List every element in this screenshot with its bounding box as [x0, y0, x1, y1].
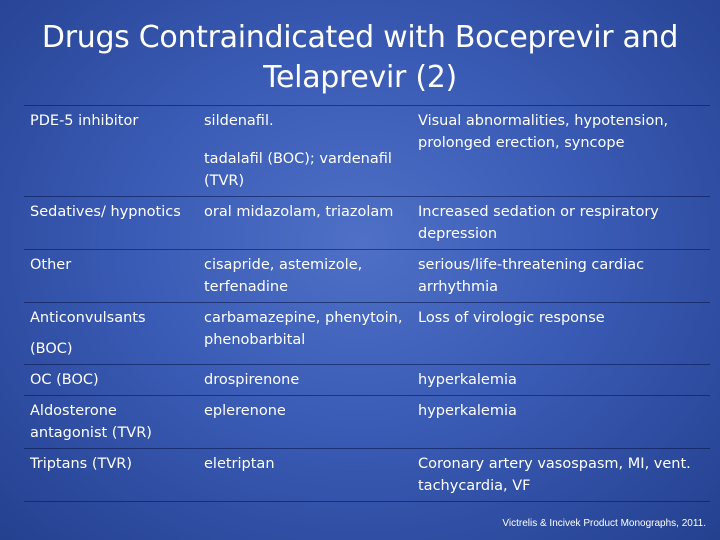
- category-text: Other: [30, 257, 72, 273]
- drug-text: cisapride, astemizole, terfenadine: [204, 257, 363, 295]
- drug-cell: [198, 396, 412, 449]
- table-row: [24, 303, 710, 365]
- drug-cell: [198, 250, 412, 303]
- drug-text: oral midazolam, triazolam: [204, 204, 394, 220]
- category-cell: [24, 106, 198, 197]
- drug-cell: [198, 197, 412, 250]
- effect-cell: [412, 449, 710, 502]
- drug-cell: [198, 106, 412, 197]
- effect-text: serious/life-threatening cardiac arrhythmia: [418, 257, 645, 295]
- category-cell: [24, 197, 198, 250]
- contraindication-table: [24, 105, 710, 502]
- category-cell: [24, 250, 198, 303]
- effect-text: Coronary artery vasospasm, MI, vent. tachycardia, VF: [418, 456, 691, 494]
- effect-text: hyperkalemia: [418, 372, 517, 388]
- category-text: Sedatives/ hypnotics: [30, 204, 181, 220]
- category-text: Anticonvulsants: [30, 310, 146, 326]
- category-cell: [24, 449, 198, 502]
- table-row: [24, 449, 710, 502]
- drug-cell: [198, 449, 412, 502]
- table-row: [24, 396, 710, 449]
- drug-text: eplerenone: [204, 403, 286, 419]
- slide-title-line-1: Drugs Contraindicated with Boceprevir and: [41, 20, 679, 55]
- category-text: Aldosterone antagonist (TVR): [30, 403, 152, 441]
- effect-cell: [412, 396, 710, 449]
- source-citation: Victrelis & Incivek Product Monographs, 2011.: [502, 518, 706, 529]
- effect-text: Increased sedation or respiratory depression: [418, 204, 659, 242]
- category-text: PDE-5 inhibitor: [30, 113, 139, 129]
- drug-extra-text: tadalafil (BOC); vardenafil (TVR): [204, 151, 392, 189]
- drug-text: drospirenone: [204, 372, 300, 388]
- effect-cell: [412, 365, 710, 396]
- table-row: [24, 106, 710, 197]
- drug-cell: [198, 365, 412, 396]
- effect-cell: [412, 250, 710, 303]
- drug-text: sildenafil.: [204, 113, 274, 129]
- drug-text: carbamazepine, phenytoin, phenobarbital: [204, 310, 403, 348]
- category-text: OC (BOC): [30, 372, 99, 388]
- category-extra-text: (BOC): [30, 341, 73, 357]
- category-text: Triptans (TVR): [30, 456, 133, 472]
- table-row: [24, 365, 710, 396]
- category-cell: [24, 303, 198, 365]
- effect-cell: [412, 303, 710, 365]
- category-cell: [24, 396, 198, 449]
- table-row: [24, 250, 710, 303]
- effect-text: Loss of virologic response: [418, 310, 605, 326]
- effect-text: hyperkalemia: [418, 403, 517, 419]
- drug-cell: [198, 303, 412, 365]
- table-row: [24, 197, 710, 250]
- effect-text: Visual abnormalities, hypotension, prolonged erection, syncope: [418, 113, 669, 151]
- effect-cell: [412, 197, 710, 250]
- category-cell: [24, 365, 198, 396]
- drug-text: eletriptan: [204, 456, 275, 472]
- slide-title-line-2: Telaprevir (2): [263, 60, 457, 95]
- effect-cell: [412, 106, 710, 197]
- slide-title: [0, 18, 720, 98]
